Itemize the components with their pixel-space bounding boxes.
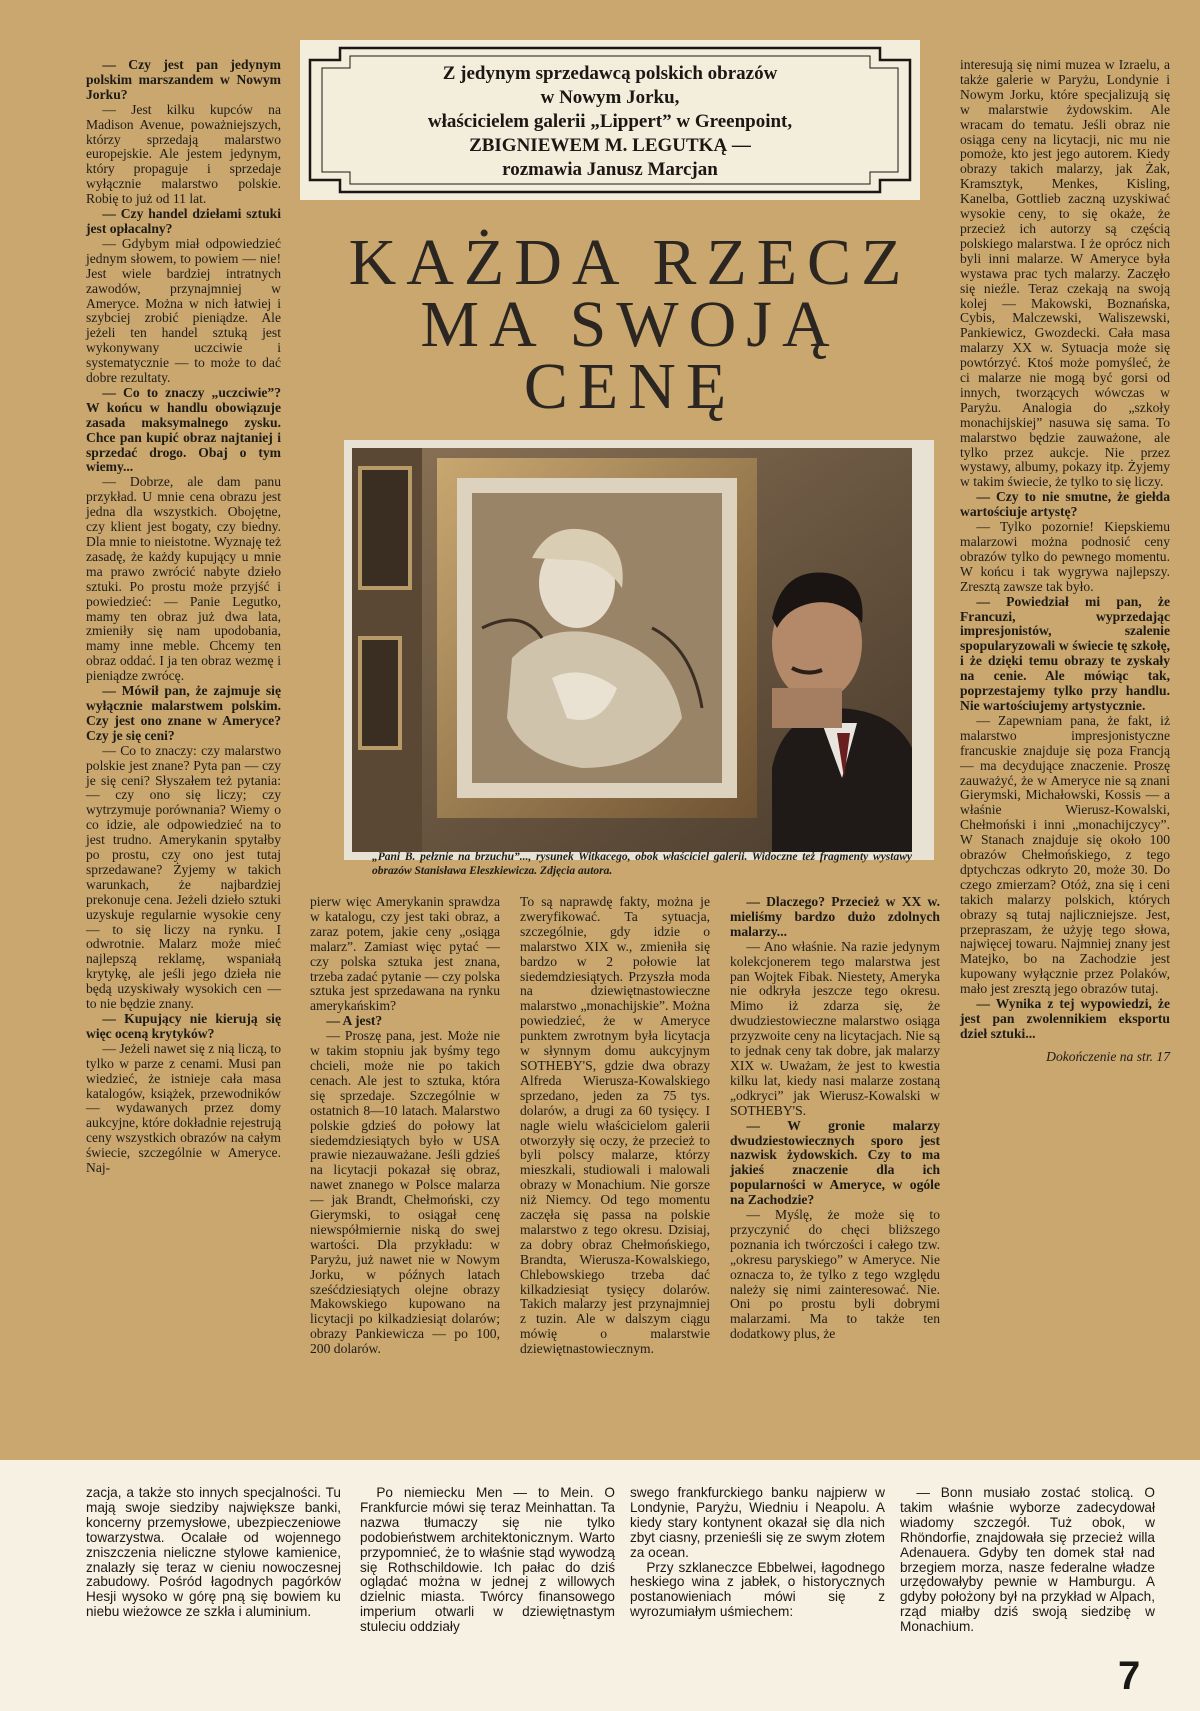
intro-text: [340, 62, 880, 182]
article-column-3: [520, 895, 710, 1357]
answer: To są naprawdę fakty, można je zweryfikować. Ta sytuacja, szczególnie, gdy idzie o malarstwo XIX w., zmieniła się bardzo w 2 połowie lat siedemdziesiątych. Przyszła moda na dziewiętnastowieczne malarstwo „monachijskie”. Można powiedzieć, że w Ameryce punktem zwrotnym była licytacja w słynnym domu aukcyjnym SOTHEBY'S, gdzie dwa obrazy Alfreda Wierusza-Kowalskiego sprzedano, jeden za 75 tys. dolarów, a drugi za 60 tysięcy. I nagle wielu właścicielom galerii otworzyły się oczy, że przecież to byli polscy malarze, którzy mieszkali, studiowali i malowali obrazy w Monachium. Nie gorsze niż Niemcy. Od tego momentu zaczęła się passa na polskie malarstwo z tego okresu. Dzisiaj, za dobry obraz Chełmońskiego, Brandta, Wierusza-Kowalskiego, Chlebowskiego trzeba dać kilkadziesiąt tysięcy dolarów. Takich malarzy jest przynajmniej z tuzin. Ale w dalszym ciągu mówię o malarstwie dziewiętnastowiecznym.: [520, 894, 710, 1357]
photo-caption: „Pani B. pełznie na brzuchu”..., rysunek Witkacego, obok właściciel galerii. Widoczne też fragmenty wystawy obrazów Stanisława Eleszkiewicza. Zdjęcia autora.: [372, 851, 912, 877]
photo-illustration: [352, 448, 912, 852]
bottom-paragraph: zacja, a także sto innych specjalności. Tu mają swoje siedziby największe banki, koncerny przemysłowe, ubezpieczeniowe towarzystwa. Ocalałe od wojennego zniszczenia nieliczne stylowe kamienice, znalazły się teraz w cieniu nowoczesnej zabudowy. Pośród łagodnych pagórków Hesji wysoko w górę pną się bowiem ku niebu wieżowce ze szkła i aluminium.: [86, 1485, 341, 1620]
intro-line: w Nowym Jorku,: [540, 87, 680, 108]
bottom-paragraph: Po niemiecku Men — to Mein. O Frankfurcie mówi się teraz Meinhattan. Ta nazwa tłumaczy się nie tylko podobieństwem architektonicznym. Warto przypomnieć, że to właśnie stąd wywodzą się Rothschildowie. Ich pałac do dziś oglądać można w jednej z willowych dzielnic miasta. Twórcy finansowego imperium otwarli w dziewiętnastym stuleciu oddziały: [360, 1485, 615, 1635]
answer: — Myślę, że może się to przyczynić do chęci bliższego poznania ich twórczości i całego tzw. „okresu paryskiego” w Ameryce. Nie oznacza to, że tylko z tego względu należy się nimi zainteresować. Nie. Oni po prostu byli dobrymi malarzami. Ma to także ten dodatkowy plus, że: [730, 1207, 940, 1342]
question: — Co to znaczy „uczciwie”? W końcu w handlu obowiązuje zasada maksymalnego zysku. Chce pan kupić obraz najtaniej i sprzedać drogo. Obaj o tym wiemy...: [86, 384, 281, 475]
bottom-article-column-3: [630, 1486, 885, 1620]
intro-line: właścicielem galerii „Lippert” w Greenpoint,: [427, 111, 793, 132]
question: — W gronie malarzy dwudziestowiecznych sporo jest nazwisk żydowskich. Czy to ma jakieś znaczenie dla ich popularności w Ameryce, w ogóle na Zachodzie?: [730, 1117, 940, 1208]
answer: — Gdybym miał odpowiedzieć jednym słowem, to powiem — nie! Jest wiele bardziej intratnych zawodów, przynajmniej w Ameryce. Można w nich łatwiej i szybciej zrobić pieniądze. Ale jeżeli ten handel sztuką jest wykonywany uczciwie i systematycznie — to może to dać dobre rezultaty.: [86, 235, 281, 386]
article-column-4: [730, 895, 940, 1342]
question: — Mówił pan, że zajmuje się wyłącznie malarstwem polskim. Czy jest ono znane w Ameryce? Czy je się ceni?: [86, 683, 281, 743]
answer: — Co to znaczy: czy malarstwo polskie jest znane? Pyta pan — czy je się ceni? Słyszałem też pytania: — czy ono się liczy; czy wytrzymuje porównania? Wiemy o co idzie, ale odpowiedzieć na to jest trudno. Amerykanin spytałby po prostu, czy ono jest tutaj sprzedawane? Żyjemy w takich warunkach, że najbardziej prekonuje cena. Jeżeli dzieło sztuki uzyskuje regularnie wysokie ceny — to się liczy na rynku. I odwrotnie. Malarz może mieć najlepszą reklamę, wspaniałą krytykę, ale jeśli jego dzieła nie będą uzyskiwały wysokich cen — to nie będzie znany.: [86, 742, 281, 1012]
bottom-paragraph: swego frankfurckiego banku najpierw w Londynie, Paryżu, Wiedniu i Neapolu. A kiedy stary kontynent okazał się dla nich zbyt ciasny, przenieśli się ze swym złotem za ocean.: [630, 1485, 885, 1560]
question: — Dlaczego? Przecież w XX w. mieliśmy bardzo dużo zdolnych malarzy...: [730, 894, 940, 939]
question: — Czy handel dziełami sztuki jest opłacalny?: [86, 206, 281, 236]
article-column-1: [86, 58, 281, 1176]
headline-line-1: KAŻDA RZECZ: [348, 226, 912, 299]
article-headline: [300, 226, 960, 423]
answer: interesują się nimi muzea w Izraelu, a także galerie w Paryżu, Londynie i Nowym Jorku, które specjalizują się w malarstwie żydowskim. Ale wracam do tematu. Jeśli obraz nie osiąga ceny na licytacji, nic mu nie pomoże, kto jest jego autorem. Kiedy obrazy takich malarzy, jak Żak, Kramsztyk, Menkes, Kisling, Kanelba, Gottlieb zaczną uzyskiwać wysokie ceny, to się okaże, że przecież ich autorzy są częścią polskiego malarstwa. I że oprócz nich byli inni malarze. W Ameryce była wystawa prac tych malarzy. Zaczęło się nieźle. Teraz czekają na swoją kolej — Makowski, Boznańska, Cybis, Malczewski, Waliszewski, Pankiewicz, Gwozdecki. Cała masa malarzy XX w. Sytuacja może się powtórzyć. Ktoś może pomyśleć, że ci malarze nie mogą być gorsi od innych, tworzących wówczas w Paryżu. Analogia do „szkoły monachijskiej” nasuwa się sama. To malarstwo będzie zauważone, ale tylko przez aukcje. Nie przez wystawy, albumy, pokazy itp. Żyjemy w takim świecie, że tylko to się liczy.: [960, 57, 1170, 490]
intro-line: rozmawia Janusz Marcjan: [502, 159, 718, 180]
question: — Czy jest pan jedynym polskim marszandem w Nowym Jorku?: [86, 57, 281, 102]
headline-line-2: MA SWOJĄ: [420, 288, 840, 361]
answer: — Tylko pozornie! Kiepskiemu malarzowi można podnosić ceny obrazów tylko do pewnego momentu. W końcu i tak wygrywa najlepszy. Zresztą zawsze tak było.: [960, 519, 1170, 594]
question: — Powiedział mi pan, że Francuzi, wyprzedając impresjonistów, szalenie spopularyzowali w świecie tę szkołę, i że dzięki temu obrazy te zyskały na cenie. Ale mówiąc tak, poprzestajemy tylko przy handlu. Nie wartościujemy artystycznie.: [960, 593, 1170, 713]
answer: — Zapewniam pana, że fakt, iż malarstwo impresjonistyczne francuskie znajduje się poza Francją — ma decydujące znaczenie. Proszę zauważyć, że w Ameryce nie są znani Gierymski, Michałowski, Kossis — a właśnie Wierusz-Kowalski, Chełmoński i inni „monachijczycy”. W Stanach znajduje się około 100 obrazów Chełmońskiego, z tego dptychczas odkryto 20, może 30. Do czego zmierzam? Otóż, zna się i ceni takich malarzy polskich, których obrazy są tutaj najliczniejsze. Jest, przepraszam, że użyję tego słowa, najwięcej towaru. Najmniej znany jest Matejko, bo na Zachodzie jest kupowany wyłącznie przez Polaków, mało jest zresztą jego obrazów tutaj.: [960, 712, 1170, 997]
question: — Kupujący nie kierują się więc oceną krytyków?: [86, 1011, 281, 1041]
bottom-article-column-4: [900, 1486, 1155, 1635]
bottom-paragraph: — Bonn musiało zostać stolicą. O takim właśnie wyborze zadecydował wiadomy szczegół. Tuż obok, w Rhöndorfie, znajdowała się przecież willa Adenauera. Gdyby ten domek stał nad brzegiem morza, nasze federalne władze urzędowałyby pewnie w Hamburgu. A gdyby położony był na przykład w Alpach, rząd miałby dziś swoją siedzibę w Monachium.: [900, 1485, 1155, 1635]
bottom-article-column-2: [360, 1486, 615, 1635]
page-number: 7: [1118, 1654, 1141, 1698]
question: — A jest?: [326, 1013, 383, 1029]
bottom-paragraph: Przy szklaneczce Ebbelwei, łagodnego heskiego wina z jabłek, o historycznych postanowieniach mówi się z wyrozumiałym uśmiechem:: [630, 1559, 885, 1620]
intro-line: ZBIGNIEWEM M. LEGUTKĄ —: [469, 135, 751, 156]
question: — Czy to nie smutne, że giełda wartościuje artystę?: [960, 489, 1170, 520]
answer: — Ano właśnie. Na razie jedynym kolekcjonerem tego malarstwa jest pan Wojtek Fibak. Niestety, Ameryka nie odkryła jeszcze tego okresu. Mimo iż zdarza się, że dwudziestowieczne malarstwo osiąga przyzwoite ceny na licytacjach. Nie są to jednak ceny tak dobre, jak malarzy XIX w. Uważam, że jest to kwestia kilku lat, kiedy nasi malarze zostaną „odkryci” jak Wierusz-Kowalski w SOTHEBY'S.: [730, 938, 940, 1118]
headline-line-3: CENĘ: [523, 350, 737, 423]
answer: — Proszę pana, jest. Może nie w takim stopniu jak byśmy tego chcieli, może nie po takich cenach. Ale jest to sztuka, która się sprzedaje. Szczególnie w ostatnich 8—10 latach. Malarstwo polskie gdzieś do połowy lat siedemdziesiątych było w USA prawie niezauważane. Jeśli gdzieś na licytacji pokazał się obraz, nawet znanego w Polsce malarza — jak Brandt, Chełmoński, czy Gierymski, to osiągał cenę niewspółmiernie niską do swej wartości. Dla przykładu: w Paryżu, już nawet nie w Nowym Jorku, w późnych latach sześćdziesiątych olejne obrazy Makowskiego kupowano na licytacji po kilkadziesiąt dolarów; obrazy Pankiewicza — po 100, 200 dolarów.: [310, 1028, 500, 1357]
continuation-note: Dokończenie na str. 17: [1046, 1048, 1170, 1064]
interview-intro-box: [300, 40, 920, 200]
answer: — Jest kilku kupców na Madison Avenue, poważniejszych, którzy sprzedają malarstwo europejskie. Ale jestem jedynym, który propaguje i sprzedaje wyłącznie malarstwo polskie. Robię to już od 11 lat.: [86, 101, 281, 207]
answer: — Jeżeli nawet się z nią liczą, to tylko w parze z cenami. Musi pan wiedzieć, że istnieje cała masa katalogów, książek, przewodników — wydawanych przez domy aukcyjne, które dokładnie rejestrują ceny wszystkich obrazów na całym świecie, szczególnie w Ameryce. Naj-: [86, 1040, 281, 1176]
bottom-article-column-1: [86, 1486, 341, 1620]
article-column-5: [960, 58, 1170, 1065]
question: — Wynika z tej wypowiedzi, że jest pan zwolennikiem eksportu dzieł sztuki...: [960, 996, 1170, 1041]
answer: — Dobrze, ale dam panu przykład. U mnie cena obrazu jest jedna dla wszystkich. Obojętne, czy klient jest bogaty, czy biedny. Dla mnie to nieistotne. Wyznaję też zasadę, że każdy kupujący u mnie ma prawo zwrócić nabyte dzieło sztuki. Po prostu może przyjść i powiedzieć: — Panie Legutko, mamy ten obraz już dwa lata, zmieniły się nam upodobania, mamy inne meble. Chcemy ten obraz oddać. I ja ten obraz wezmę i pieniądze zwrócę.: [86, 474, 281, 684]
article-column-2: [310, 895, 500, 1357]
gallery-photo: [352, 448, 912, 852]
intro-line: Z jedynym sprzedawcą polskich obrazów: [442, 63, 778, 84]
answer: pierw więc Amerykanin sprawdza w katalogu, czy jest taki obraz, a zaraz potem, jakie ceny „osiąga malarz”. Zamiast więc pytać — czy polska sztuka jest znana, trzeba zadać pytanie — czy polska sztuka jest sprzedawana na rynku amerykańskim?: [310, 894, 500, 1014]
